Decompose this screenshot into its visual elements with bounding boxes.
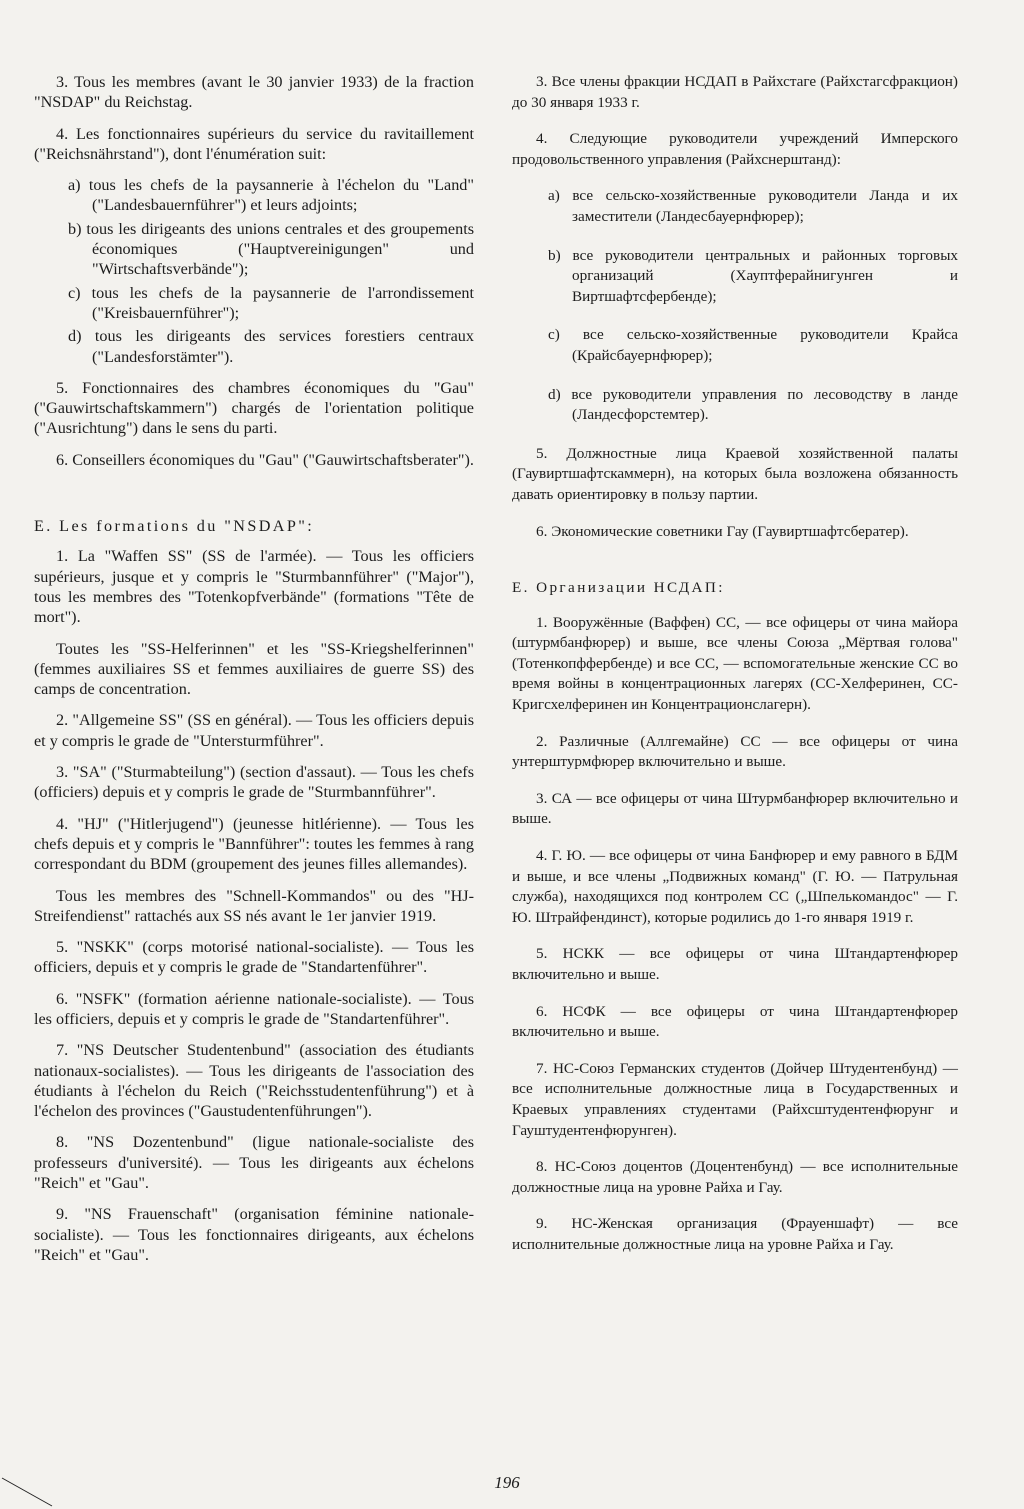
fr-subitem-a: a) tous les chefs de la paysannerie à l'échelon du "Land" ("Landesbauernführer") et leurs adjoints; — [68, 176, 474, 215]
ru-section-e-heading: E. Организации НСДАП: — [512, 579, 725, 597]
ru-item-e2: 2. Различные (Аллгемайне) СС — все офицеры от чина унтерштурмфюрер включительно и выше. — [512, 732, 958, 771]
fr-subitem-b: b) tous les dirigeants des unions centrales et des groupements économiques ("Hauptvereinigungen" und "Wirtschaftsverbände"); — [68, 219, 474, 279]
fr-item-e6: 6. "NSFK" (formation aérienne nationale-socialiste). — Tous les officiers, depuis et y compris le grade de "Standartenführer". — [34, 989, 474, 1028]
ru-item-e9: 9. НС-Женская организация (Фрауеншафт) — все исполнительные должностные лица на уровне Райха и Гау. — [512, 1215, 958, 1253]
fr-item-e3: 3. "SA" ("Sturmabteilung") (section d'assaut). — Tous les chefs (officiers) depuis et y compris le grade de "Sturmbannführer". — [34, 763, 474, 802]
ru-subitem-b: b) все руководители центральных и районных торговых организаций (Хауптферайнигунген и Виртшафтсфербенде); — [548, 246, 958, 305]
ru-item-e6: 6. НСФК — все офицеры от чина Штандартенфюрер включительно и выше. — [512, 1002, 958, 1041]
russian-column — [512, 72, 958, 1272]
ru-item-e7: 7. НС-Союз Германских студентов (Дойчер Штудентенбунд) — все исполнительные должностные лица в Государственных и Краевых управлениях студентами (Райхсштудентенфюрунг и Гауштудентенфюрунген). — [512, 1059, 958, 1139]
fr-item-e8: 8. "NS Dozentenbund" (ligue nationale-socialiste des professeurs d'université). — Tous les dirigeants aux échelons "Reich" et "Gau". — [34, 1133, 474, 1193]
fr-item-e7: 7. "NS Deutscher Studentenbund" (association des étudiants nationaux-socialistes). — Tous les dirigeants de l'association des étudiants à l'échelon du Reich ("Reichsstudentenführung") et à l'échelon des provinces ("Gaustudentenführungen"). — [34, 1041, 474, 1121]
ru-item-d6: 6. Экономические советники Гау (Гаувиртшафтсбератер). — [536, 522, 909, 540]
ru-subitem-d: d) все руководители управления по лесоводству в ланде (Ландесфорстемтер). — [548, 385, 958, 424]
fr-item-e1-cont: Toutes les "SS-Helferinnen" et les "SS-Kriegshelferinnen" (femmes auxiliaires SS et femmes auxiliaires de guerre SS) des camps de concentration. — [34, 639, 474, 699]
ru-item-e4: 4. Г. Ю. — все офицеры от чина Банфюрер и ему равного в БДМ и выше, и все члены „Подвижных команд" (Г. Ю. — Патрульная служба), находящихся под контролем СС („Шпелькомандос" — Г. Ю. Штрайфендинст), которые родились до 1-го января 1919 г. — [512, 847, 958, 926]
page-number: 196 — [494, 1473, 520, 1492]
ru-item-e5: 5. НСКК — все офицеры от чина Штандартенфюрер включительно и выше. — [512, 945, 958, 983]
fr-section-e-heading: E. Les formations du "NSDAP": — [34, 517, 315, 536]
ru-item-d5: 5. Должностные лица Краевой хозяйственной палаты (Гаувиртшафтскаммерн), на которых была возложена обязанность давать ориентировку в пользу партии. — [512, 444, 958, 503]
ru-item-e3: 3. СА — все офицеры от чина Штурмбанфюрер включительно и выше. — [512, 789, 958, 828]
ru-subitem-a: a) все сельско-хозяйственные руководители Ланда и их заместители (Ландесбауернфюрер); — [548, 187, 958, 225]
fr-item-e2: 2. "Allgemeine SS" (SS en général). — Tous les officiers depuis et y compris le grade de "Untersturmführer". — [34, 711, 474, 750]
ru-item-d4: 4. Следующие руководители учреждений Имперского продовольственного управления (Райхснерштанд): — [512, 130, 958, 168]
ru-item-e8: 8. НС-Союз доцентов (Доцентенбунд) — все исполнительные должностные лица на уровне Райха и Гау. — [512, 1158, 958, 1196]
fr-item-e1: 1. La "Waffen SS" (SS de l'armée). — Tous les officiers supérieurs, jusque et y compris le "Sturmbannführer" ("Major"), tous les membres des "Totenkopfverbände" (formations "Tête de mort"). — [34, 547, 474, 627]
fr-subitem-c: c) tous les chefs de la paysannerie de l'arrondissement ("Kreisbauernführer"); — [68, 283, 474, 322]
ru-item-e1: 1. Вооружённые (Ваффен) СС, — все офицеры от чина майора (штурмбанфюрер) и выше, все члены Союза „Мёртвая голова" (Тотенкопффербенде) и все СС, — вспомогательные женские СС во время войны в концентрационных лагерях (СС-Хелферинен, СС-Кригсхелферинен ин Концентрационслагерн). — [512, 613, 958, 714]
fr-item-e9: 9. "NS Frauenschaft" (organisation féminine nationale-socialiste). — Tous les fonctionnaires dirigeants, aux échelons "Reich" et "Gau". — [34, 1205, 474, 1264]
fr-item-d3: 3. Tous les membres (avant le 30 janvier 1933) de la fraction "NSDAP" du Reichstag. — [34, 73, 474, 112]
ru-item-d3: 3. Все члены фракции НСДАП в Райхстаге (Райхстагсфракцион) до 30 января 1933 г. — [512, 73, 958, 111]
fr-item-d5: 5. Fonctionnaires des chambres économiques du "Gau" ("Gauwirtschaftskammern") chargés de l'orientation politique ("Ausrichtung") dans le sens du parti. — [34, 378, 474, 438]
fr-item-d6: 6. Conseillers économiques du "Gau" ("Gauwirtschaftsberater"). — [56, 450, 474, 469]
fr-item-d4: 4. Les fonctionnaires supérieurs du service du ravitaillement ("Reichsnährstand"), dont l'énumération suit: — [34, 124, 474, 163]
scan-corner-mark — [0, 1470, 60, 1509]
ru-subitem-c: c) все сельско-хозяйственные руководители Крайса (Крайсбауернфюрер); — [548, 326, 958, 364]
fr-item-e4: 4. "HJ" ("Hitlerjugend") (jeunesse hitlérienne). — Tous les chefs depuis et y compris le "Bannführer": toutes les femmes à rang correspondant du BDM (groupement des jeunes filles allemandes). — [34, 814, 474, 874]
french-column — [34, 72, 474, 1276]
fr-item-e5: 5. "NSKK" (corps motorisé national-socialiste). — Tous les officiers, depuis et y compris le grade de "Standartenführer". — [34, 938, 474, 977]
fr-subitem-d: d) tous les dirigeants des services forestiers centraux ("Landesforstämter"). — [68, 327, 474, 366]
fr-item-e4-cont: Tous les membres des "Schnell-Kommandos" ou des "HJ-Streifendienst" rattachés aux SS nés avant le 1er janvier 1919. — [34, 886, 474, 925]
